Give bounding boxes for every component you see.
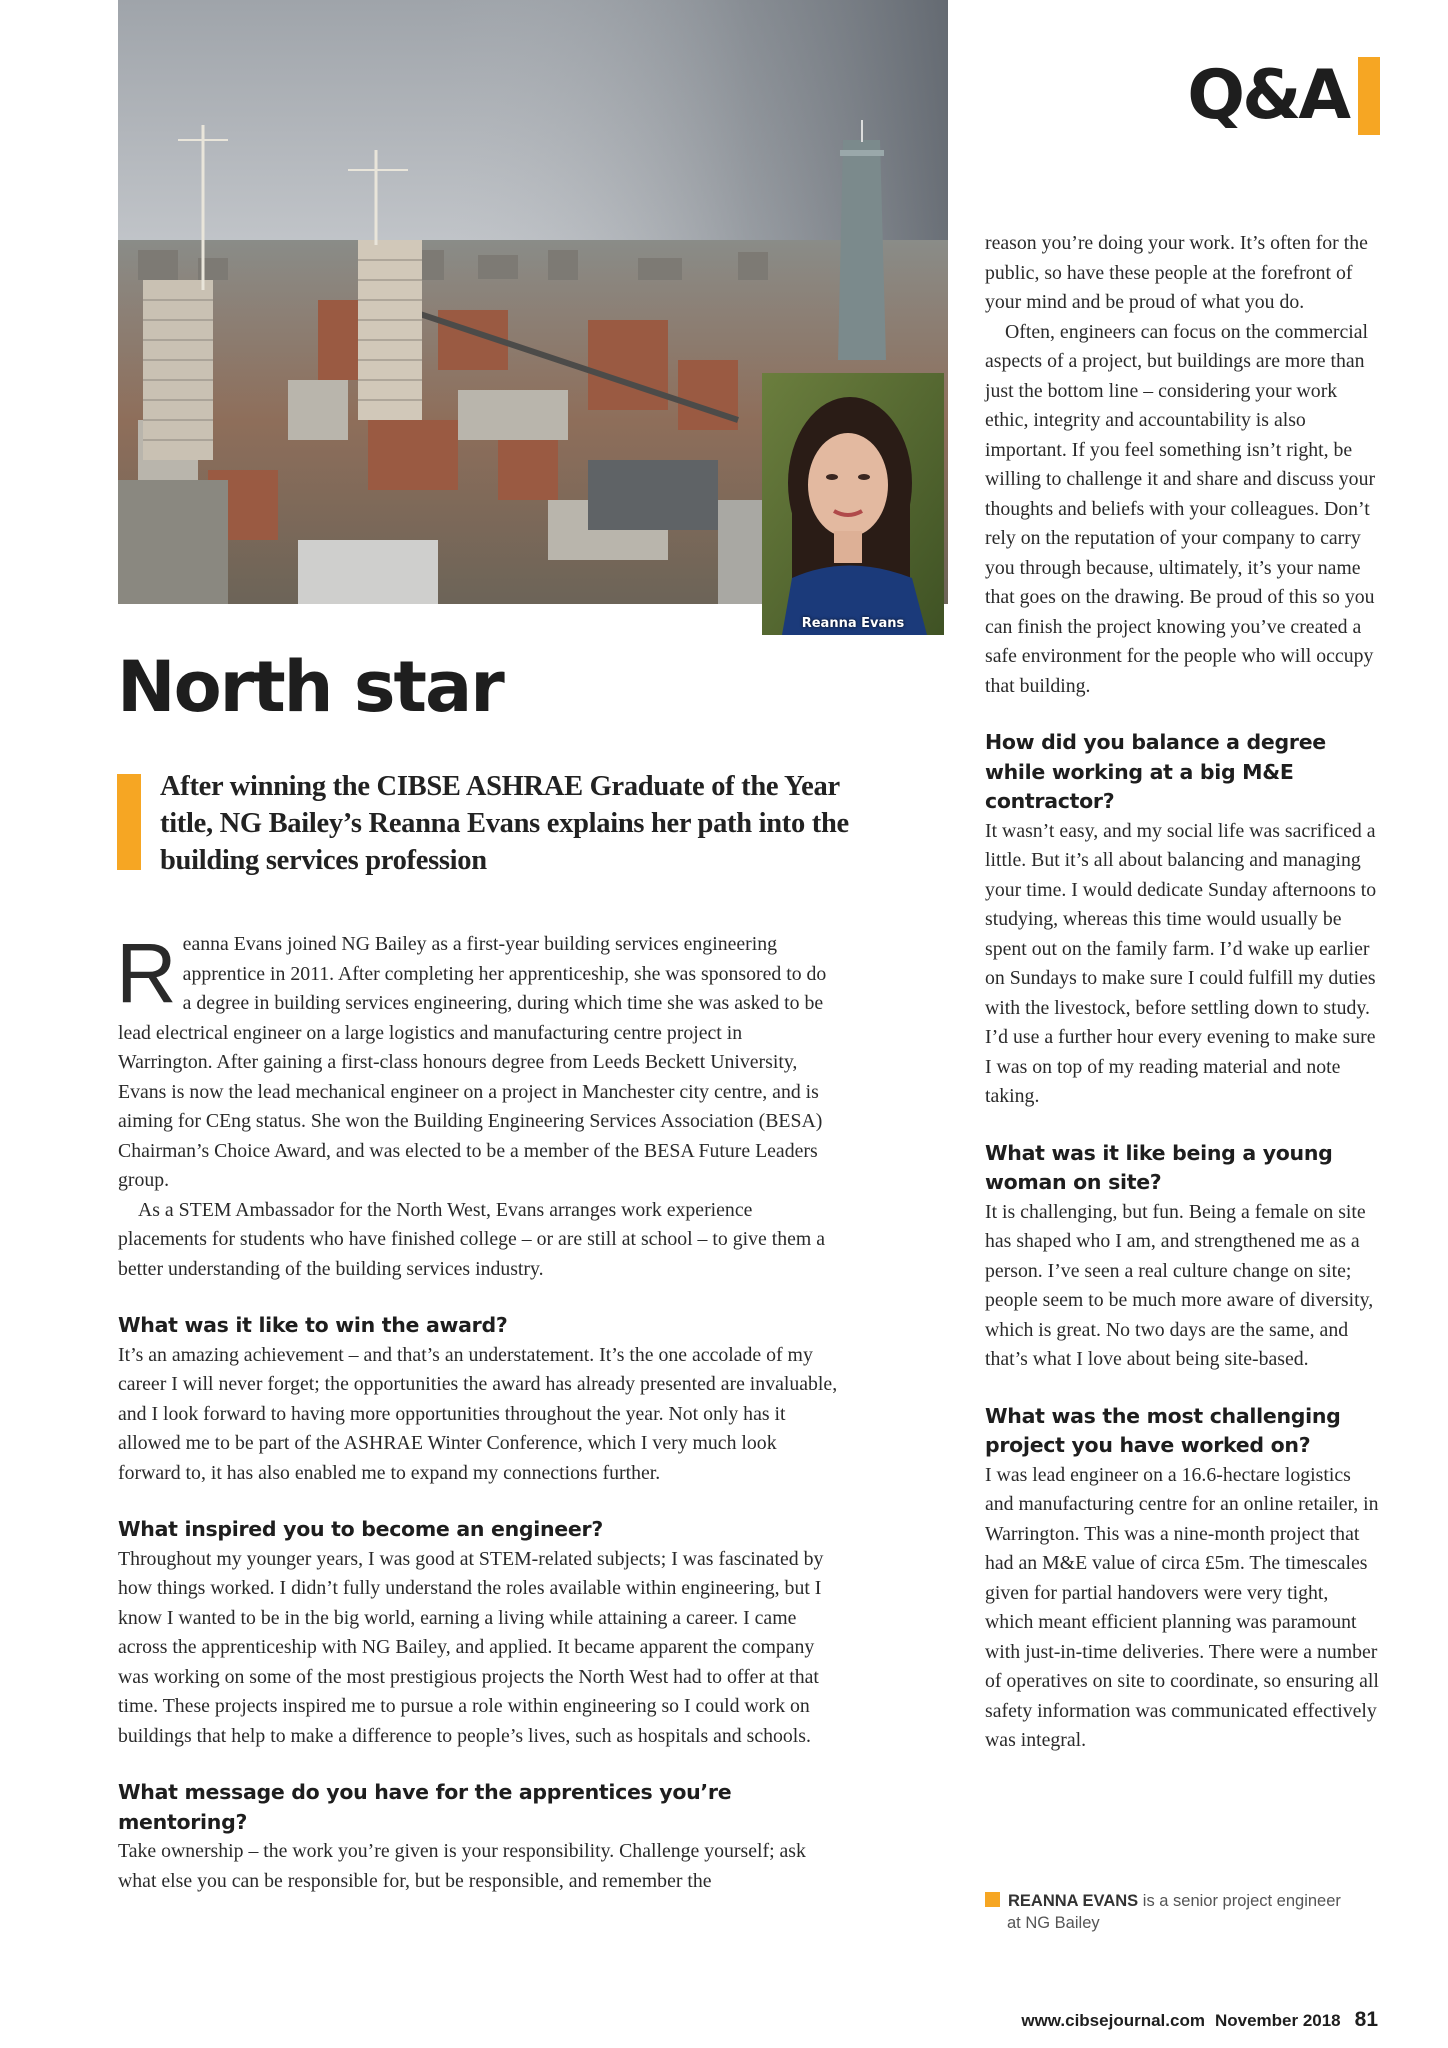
section-tag [1187, 57, 1380, 135]
page-number: 81 [1354, 2008, 1378, 2031]
standfirst-name: Reanna Evans [368, 808, 540, 839]
page-title: North star [117, 646, 503, 728]
answer-paragraph: It is challenging, but fun. Being a female on site has shaped who I am, and strengthened me as a person. I’ve seen a real culture change on site; people seem to be much more aware of diversity, which is great. No two days are the same, and that’s what I love about being site-based. [985, 1200, 1374, 1370]
drop-cap: R [116, 926, 177, 1020]
standfirst [160, 768, 850, 879]
standfirst-accent-bar [117, 774, 141, 870]
answer-paragraph: It wasn’t easy, and my social life was sacrificed a little. But it’s all about balancing and managing your time. I would dedicate Sunday afternoons to studying, whereas this time would usually be spent out on the family farm. I’d wake up earlier on Sundays to make sure I could fulfill my duties with the livestock, before settling down to study. I’d use a further hour every evening to make sure I was on top of my reading material and note taking. [985, 819, 1377, 1107]
author-bio [985, 1890, 1380, 1934]
question-heading: What was it like being a young woman on site? [985, 1140, 1333, 1194]
continuation-paragraph-2: Often, engineers can focus on the commercial aspects of a project, but buildings are more than just the bottom line – considering your work ethic, integrity and accountability is also important. If you feel something isn’t right, be willing to challenge it and share and discuss your thoughts and beliefs with your colleagues. Don’t rely on the reputation of your company to carry you through because, ultimately, it’s your name that goes on the drawing. Be proud of this so you can finish the project knowing you’ve created a safe environment for the people who will occupy that building. [985, 320, 1376, 697]
standfirst-suffix: explains her path into the building services profession [160, 808, 849, 876]
intro-paragraph-2: As a STEM Ambassador for the North West, Evans arranges work experience placements for students who have finished college – or are still at school – to give them a better understanding of the building services industry. [118, 1198, 825, 1280]
intro-paragraph-text: eanna Evans joined NG Bailey as a first-year building services engineering apprentice in 2011. After completing her apprenticeship, she was sponsored to do a degree in building services engineering, during which time she was asked to be lead electrical engineer on a large logistics and manufacturing centre project in Warrington. After gaining a first-class honours degree from Leeds Beckett University, Evans is now the lead mechanical engineer on a project in Manchester city centre, and is aiming for CEng status. She won the Building Engineering Services Association (BESA) Chairman’s Choice Award, and was elected to be a member of the BESA Future Leaders group. [118, 933, 827, 1191]
standfirst-prefix: After winning the CIBSE ASHRAE Graduate of the Year title, NG Bailey’s [160, 771, 840, 839]
portrait-photo [762, 373, 944, 635]
section-tag-accent-bar [1358, 57, 1380, 135]
question-heading: What inspired you to become an engineer? [118, 1517, 603, 1541]
portrait-caption: Reanna Evans [801, 616, 905, 631]
bio-text-line2: at NG Bailey [1007, 1914, 1100, 1932]
question-heading: What message do you have for the apprentices you’re mentoring? [118, 1780, 732, 1834]
article-column-left [116, 926, 838, 1896]
answer-paragraph: Take ownership – the work you’re given is your responsibility. Challenge yourself; ask what else you can be responsible for, but be responsible, and remember the [118, 1840, 806, 1892]
answer-paragraph: I was lead engineer on a 16.6-hectare logistics and manufacturing centre for an online retailer, in Warrington. This was a nine-month project that had an M&E value of circa £5m. The timescales given for partial handovers were very tight, which meant efficient planning was paramount with just-in-time deliveries. There were a number of operatives on site to coordinate, so ensuring all safety information was communicated effectively was integral. [985, 1463, 1379, 1751]
footer-url[interactable]: www.cibsejournal.com [1021, 2011, 1205, 2030]
question-heading: How did you balance a degree while working at a big M&E contractor? [985, 730, 1326, 813]
question-heading: What was the most challenging project you have worked on? [985, 1403, 1341, 1457]
intro-paragraph [116, 926, 838, 1196]
answer-paragraph: It’s an amazing achievement – and that’s an understatement. It’s the one accolade of my career I will never forget; the opportunities the award has already presented are invaluable, and I look forward to having more opportunities throughout the year. Not only has it allowed me to be part of the ASHRAE Winter Conference, which I very much look forward to, it has also enabled me to expand my connections further. [118, 1343, 838, 1484]
bio-text: is a senior project engineer [1138, 1892, 1341, 1910]
continuation-paragraph: reason you’re doing your work. It’s often for the public, so have these people at the forefront of your mind and be proud of what you do. [985, 232, 1368, 313]
question-heading: What was it like to win the award? [118, 1313, 508, 1337]
answer-paragraph: Throughout my younger years, I was good at STEM-related subjects; I was fascinated by how things worked. I didn’t fully understand the roles available within engineering, but I know I wanted to be in the big world, earning a living while attaining a career. I came across the apprenticeship with NG Bailey, and applied. It became apparent the company was working on some of the most prestigious projects the North West had to offer at that time. These projects inspired me to pursue a role within engineering so I could work on buildings that help to make a difference to people’s lives, such as hospitals and schools. [118, 1547, 824, 1747]
bio-accent-square [985, 1892, 1000, 1907]
page-footer [1021, 2008, 1378, 2032]
footer-issue: November 2018 [1214, 2011, 1341, 2030]
article-column-right [985, 229, 1380, 1756]
section-tag-label: Q&A [1187, 56, 1348, 135]
bio-name: REANNA EVANS [1008, 1892, 1139, 1910]
